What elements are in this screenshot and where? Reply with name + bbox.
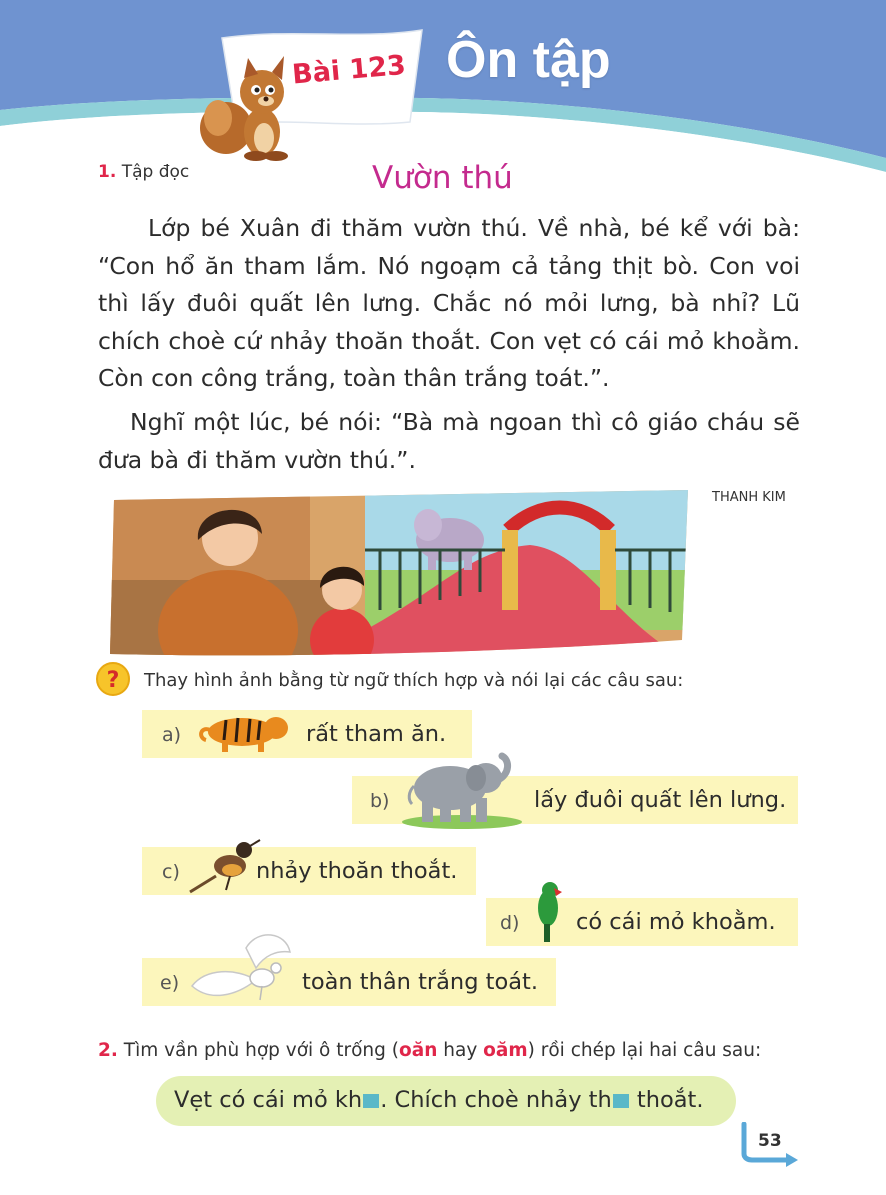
item-e-letter: e) <box>160 972 180 994</box>
blank-1[interactable] <box>363 1094 379 1108</box>
option-oan: oăn <box>399 1040 438 1061</box>
story-paragraph-1: Lớp bé Xuân đi thăm vườn thú. Về nhà, bé kể với bà: “Con hổ ăn tham lắm. Nó ngoạm cả tảng thịt bò. Con voi thì lấy đuôi quất lên lưng. Chắc nó mỏi lưng, bà nhỉ? Lũ chích choè cứ nhảy thoăn thoắt. Con vẹt có cái mỏ khoằm. Còn con công trắng, toàn thân trắng toát.”. <box>98 214 800 392</box>
answer-part-1: Vẹt có cái mỏ kh <box>174 1087 363 1113</box>
section-1-label <box>98 162 189 182</box>
white-peacock-icon <box>186 928 296 1008</box>
answer-part-3: thoắt. <box>629 1087 704 1113</box>
item-b-letter: b) <box>370 790 390 812</box>
page-number: 53 <box>758 1131 782 1151</box>
story-paragraph-2: Nghĩ một lúc, bé nói: “Bà mà ngoan thì cô giáo cháu sẽ đưa bà đi thăm vườn thú.”. <box>98 408 800 474</box>
parrot-icon <box>530 878 570 944</box>
question-instruction: Thay hình ảnh bằng từ ngữ thích hợp và nói lại các câu sau: <box>144 670 684 691</box>
option-oam: oăm <box>483 1040 528 1061</box>
item-d-text: có cái mỏ khoằm. <box>576 909 776 935</box>
section-1-number: 1. <box>98 162 117 182</box>
item-a-letter: a) <box>162 724 182 746</box>
magpie-robin-icon <box>186 830 262 896</box>
answer-part-2: . Chích choè nhảy th <box>380 1087 612 1113</box>
item-e-text: toàn thân trắng toát. <box>302 969 538 995</box>
section-2-instruction <box>98 1040 761 1061</box>
section-1-title: Tập đọc <box>121 162 190 182</box>
section-2-text-before: Tìm vần phù hợp với ô trống ( <box>123 1040 400 1061</box>
header-banner <box>0 0 886 175</box>
lesson-number: Bài 123 <box>290 49 407 91</box>
tiger-icon <box>196 706 288 754</box>
lesson-title: Ôn tập <box>446 31 611 89</box>
zoo-illustration <box>110 490 690 658</box>
author-name: THANH KIM <box>712 490 786 505</box>
question-mark-icon: ? <box>96 662 130 696</box>
item-c-text: nhảy thoăn thoắt. <box>256 858 458 884</box>
item-d-letter: d) <box>500 912 520 934</box>
item-a-text: rất tham ăn. <box>306 721 447 747</box>
story-title: Vườn thú <box>372 160 513 196</box>
elephant-icon <box>398 750 528 830</box>
section-2-text-middle: hay <box>437 1040 484 1061</box>
blank-2[interactable] <box>613 1094 629 1108</box>
answer-sentence <box>174 1087 704 1113</box>
section-2-text-after: ) rồi chép lại hai câu sau: <box>527 1040 762 1061</box>
item-c-letter: c) <box>162 861 180 883</box>
item-b-text: lấy đuôi quất lên lưng. <box>534 787 787 813</box>
section-2-number: 2. <box>98 1040 118 1061</box>
